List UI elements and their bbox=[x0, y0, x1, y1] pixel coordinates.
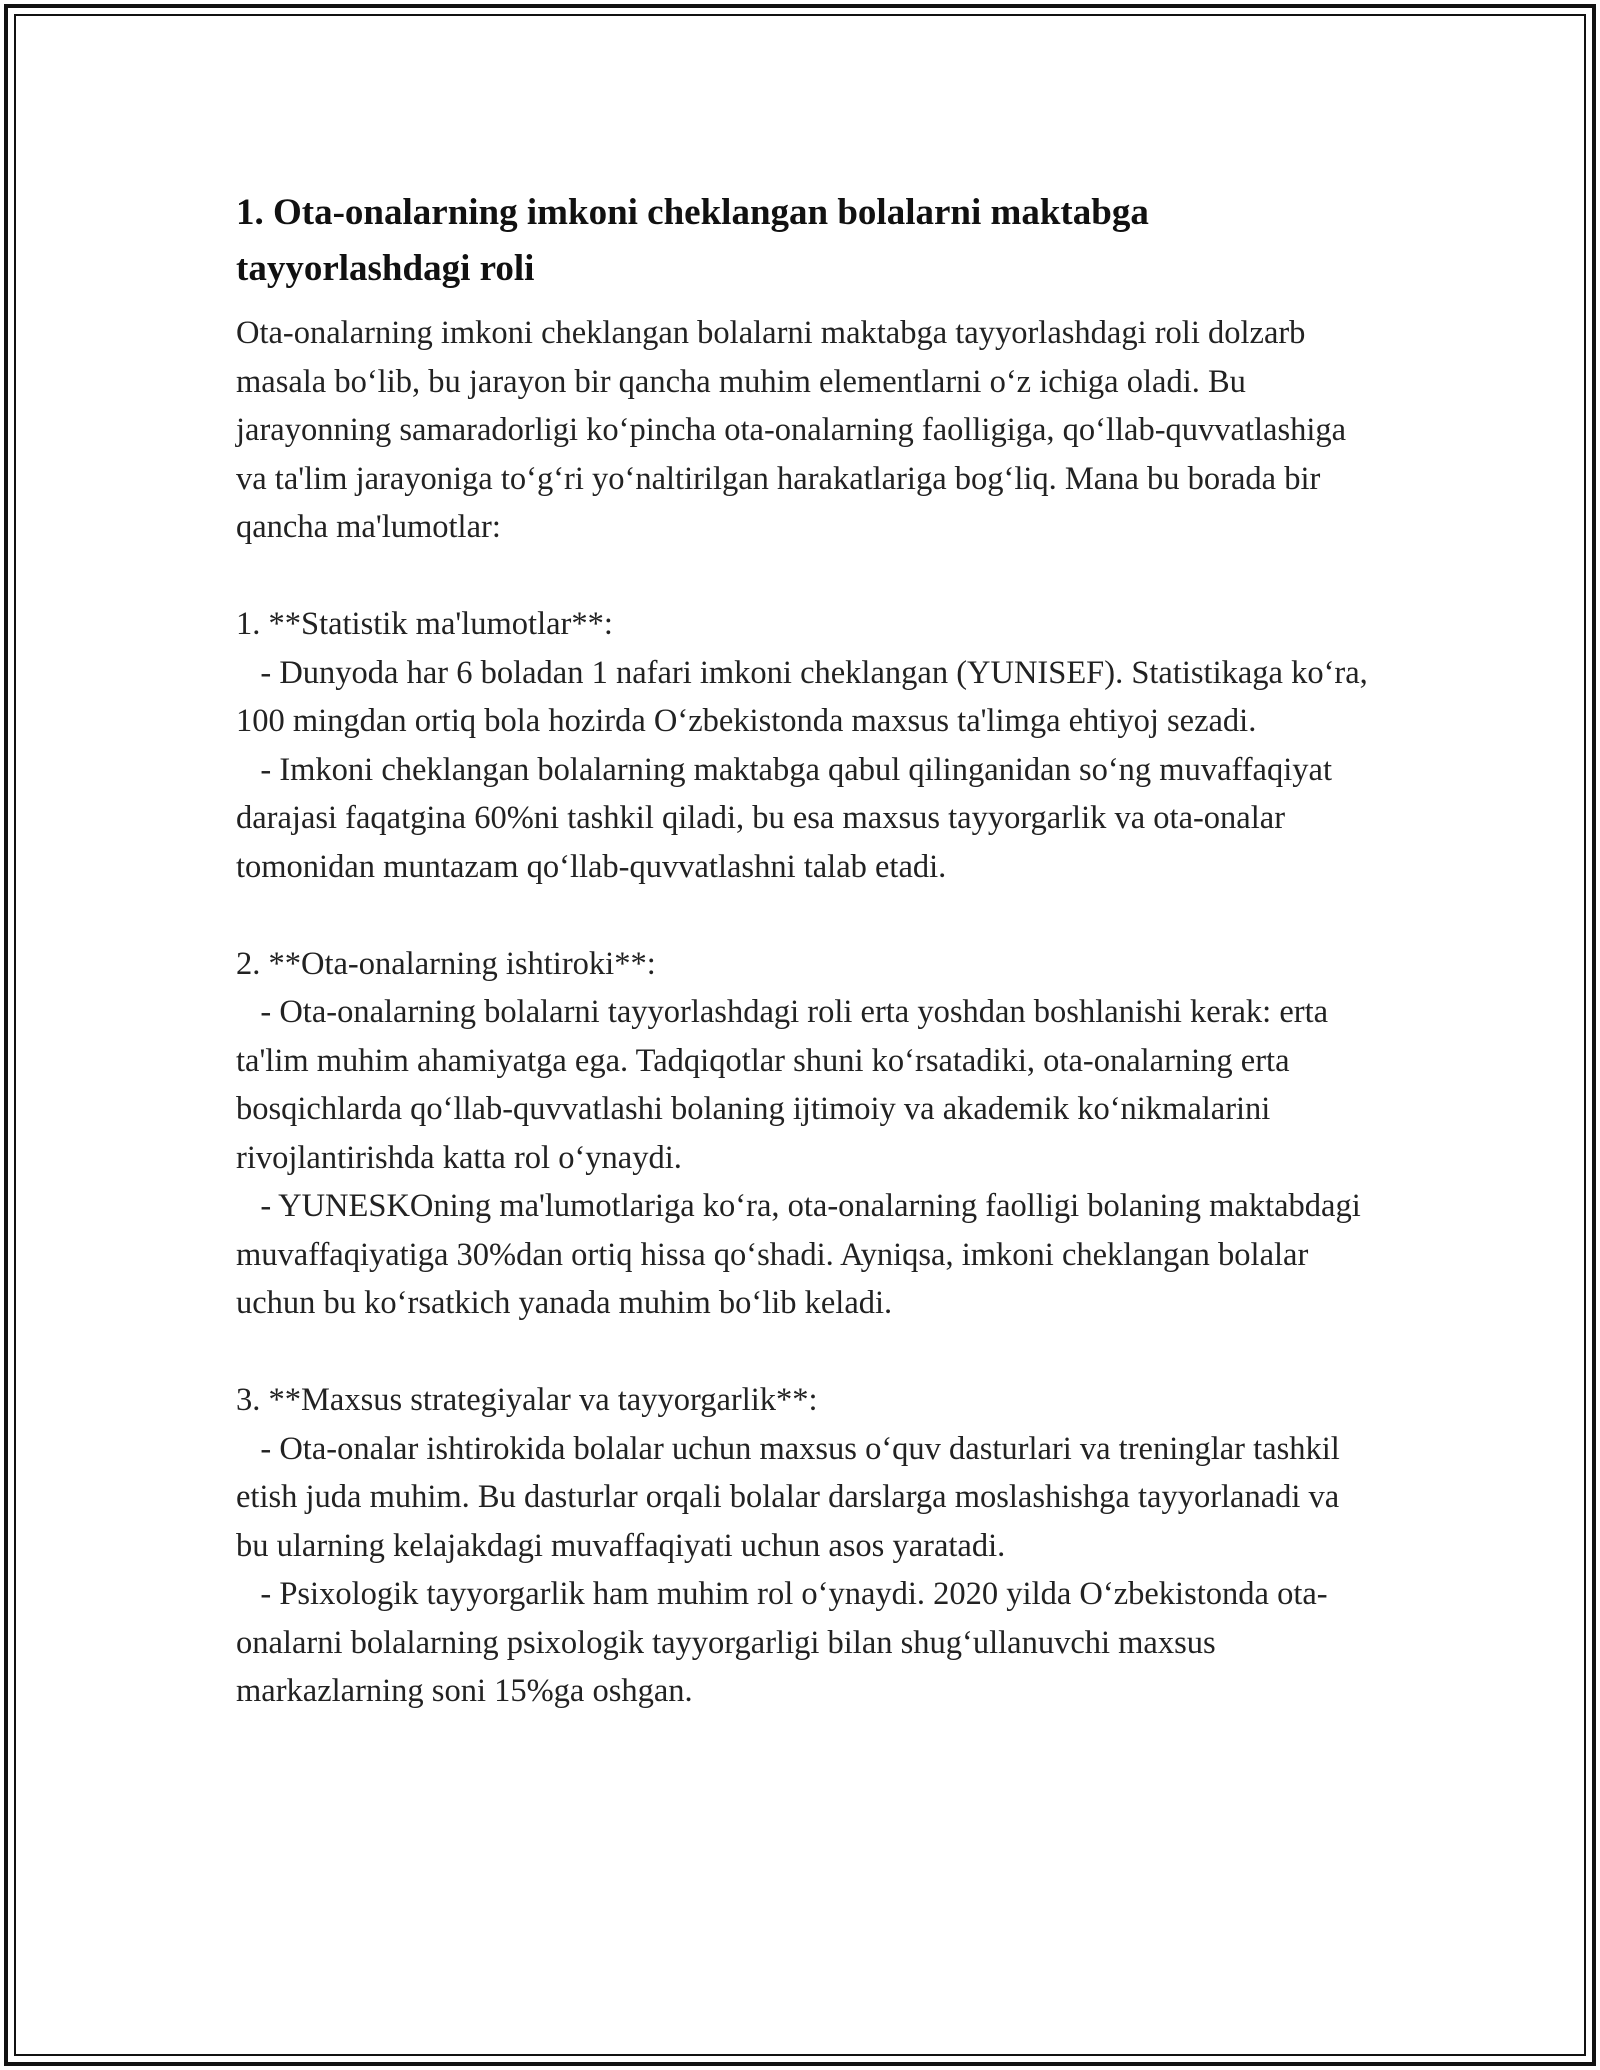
document-page bbox=[236, 185, 1376, 1716]
section-heading: 3. **Maxsus strategiyalar va tayyorgarlik**: bbox=[236, 1382, 818, 1418]
paragraph-spacer bbox=[236, 552, 1376, 601]
paragraph-spacer bbox=[236, 891, 1376, 940]
section-statistics bbox=[236, 600, 1376, 891]
section-point: - Psixologik tayyorgarlik ham muhim rol o‘ynaydi. 2020 yilda O‘zbekistonda ota-onalarni bolalarning psixologik tayyorgarligi bilan shug‘ullanuvchi maxsus markazlarning soni 15%ga oshgan. bbox=[236, 1576, 1328, 1709]
paragraph-spacer bbox=[236, 1328, 1376, 1377]
intro-paragraph: Ota-onalarning imkoni cheklangan bolalarni maktabga tayyorlashdagi roli dolzarb masala bo‘lib, bu jarayon bir qancha muhim elementlarni o‘z ichiga oladi. Bu jarayonning samaradorligi ko‘pincha ota-onalarning faolligiga, qo‘llab-quvvatlashiga va ta'lim jarayoniga to‘g‘ri yo‘naltirilgan harakatlariga bog‘liq. Mana bu borada bir qancha ma'lumotlar: bbox=[236, 315, 1355, 545]
section-point: - Ota-onalarning bolalarni tayyorlashdagi roli erta yoshdan boshlanishi kerak: erta ta'lim muhim ahamiyatga ega. Tadqiqotlar shuni ko‘rsatadiki, ota-onalarning erta bosqichlarda qo‘llab-quvvatlashi bolaning ijtimoiy va akademik ko‘nikmalarini rivojlantirishda katta rol o‘ynaydi. bbox=[236, 994, 1337, 1176]
section-heading: 2. **Ota-onalarning ishtiroki**: bbox=[236, 945, 656, 982]
section-point: - YUNESKOning ma'lumotlariga ko‘ra, ota-onalarning faolligi bolaning maktabdagi muvaffaqiyatiga 30%dan ortiq hissa qo‘shadi. Ayniqsa, imkoni cheklangan bolalar uchun bu ko‘rsatkich yanada muhim bo‘lib keladi. bbox=[236, 1188, 1369, 1321]
section-point: - Imkoni cheklangan bolalarning maktabga qabul qilinganidan so‘ng muvaffaqiyat darajasi faqatgina 60%ni tashkil qiladi, bu esa maxsus tayyorgarlik va ota-onalar tomonidan muntazam qo‘llab-quvvatlashni talab etadi. bbox=[236, 751, 1341, 885]
section-point: - Dunyoda har 6 boladan 1 nafari imkoni cheklangan (YUNISEF). Statistikaga ko‘ra, 100 mingdan ortiq bola hozirda O‘zbekistonda maxsus ta'limga ehtiyoj sezadi. bbox=[236, 654, 1376, 739]
section-point: - Ota-onalar ishtirokida bolalar uchun maxsus o‘quv dasturlari va treninglar tashkil etish juda muhim. Bu dasturlar orqali bolalar darslarga moslashishga tayyorlanadi va bu ularning kelajakdagi muvaffaqiyati uchun asos yaratadi. bbox=[236, 1430, 1348, 1564]
section-special-strategies bbox=[236, 1376, 1376, 1716]
section-parent-involvement bbox=[236, 940, 1376, 1328]
document-title: 1. Ota-onalarning imkoni cheklangan bolalarni maktabga tayyorlashdagi roli bbox=[236, 192, 1149, 289]
section-heading: 1. **Statistik ma'lumotlar**: bbox=[236, 606, 613, 642]
